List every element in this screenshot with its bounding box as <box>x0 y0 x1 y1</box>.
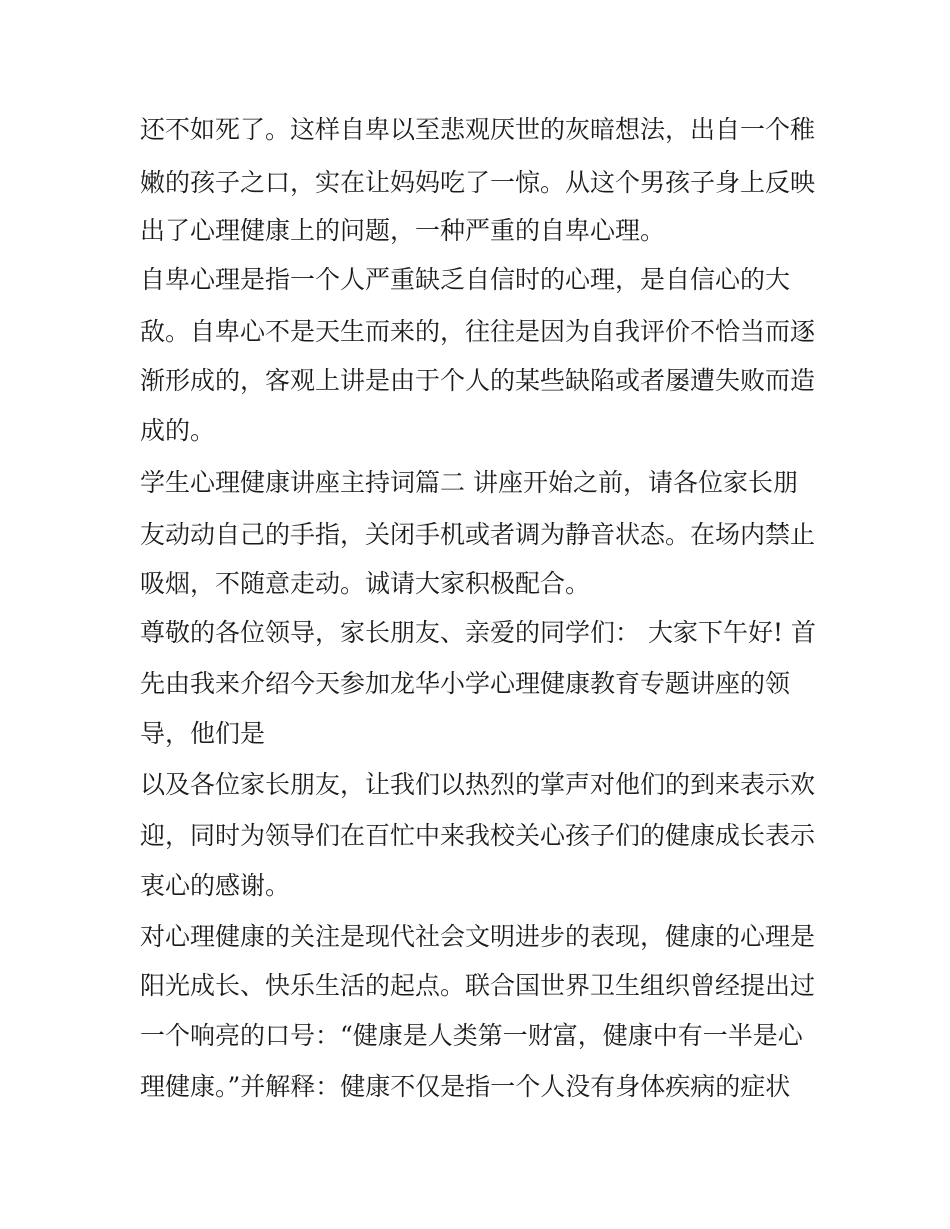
text-line: 吸烟，不随意走动。诚请大家积极配合。 <box>140 569 591 598</box>
text-line: 一个响亮的口号：“健康是人类第一财富，健康中有一半是心 <box>140 1021 803 1050</box>
text-line: 衷心的感谢。 <box>140 871 291 900</box>
text-line: 理健康。”并解释：健康不仅是指一个人没有身体疾病的症状 <box>140 1072 791 1101</box>
text-line: 阳光成长、快乐生活的起点。联合国世界卫生组织曾经提出过 <box>140 971 816 1000</box>
text-line: 尊敬的各位领导，家长朋友、亲爱的同学们： 大家下午好! 首 <box>140 618 816 647</box>
text-line: 还不如死了。这样自卑以至悲观厌世的灰暗想法，出自一个稚 <box>140 115 816 144</box>
text-line: 自卑心理是指一个人严重缺乏自信时的心理，是自信心的大 <box>140 265 791 294</box>
text-line: 先由我来介绍今天参加龙华小学心理健康教育专题讲座的领 <box>140 669 791 698</box>
text-line: 成的。 <box>140 416 216 445</box>
text-line: 导，他们是 <box>140 719 266 748</box>
text-line: 嫩的孩子之口，实在让妈妈吃了一惊。从这个男孩子身上反映 <box>140 168 816 197</box>
text-line: 敌。自卑心不是天生而来的，往往是因为自我评价不恰当而逐 <box>140 317 816 346</box>
text-line: 出了心理健康上的问题，一种严重的自卑心理。 <box>140 216 666 245</box>
text-line: 以及各位家长朋友，让我们以热烈的掌声对他们的到来表示欢 <box>140 770 816 799</box>
text-line: 学生心理健康讲座主持词篇二 讲座开始之前，请各位家长朋 <box>140 468 798 497</box>
text-line: 渐形成的，客观上讲是由于个人的某些缺陷或者屡遭失败而造 <box>140 366 816 395</box>
text-line: 对心理健康的关注是现代社会文明进步的表现，健康的心理是 <box>140 922 816 951</box>
text-line: 迎，同时为领导们在百忙中来我校关心孩子们的健康成长表示 <box>140 821 816 850</box>
text-line: 友动动自己的手指，关闭手机或者调为静音状态。在场内禁止 <box>140 520 816 549</box>
